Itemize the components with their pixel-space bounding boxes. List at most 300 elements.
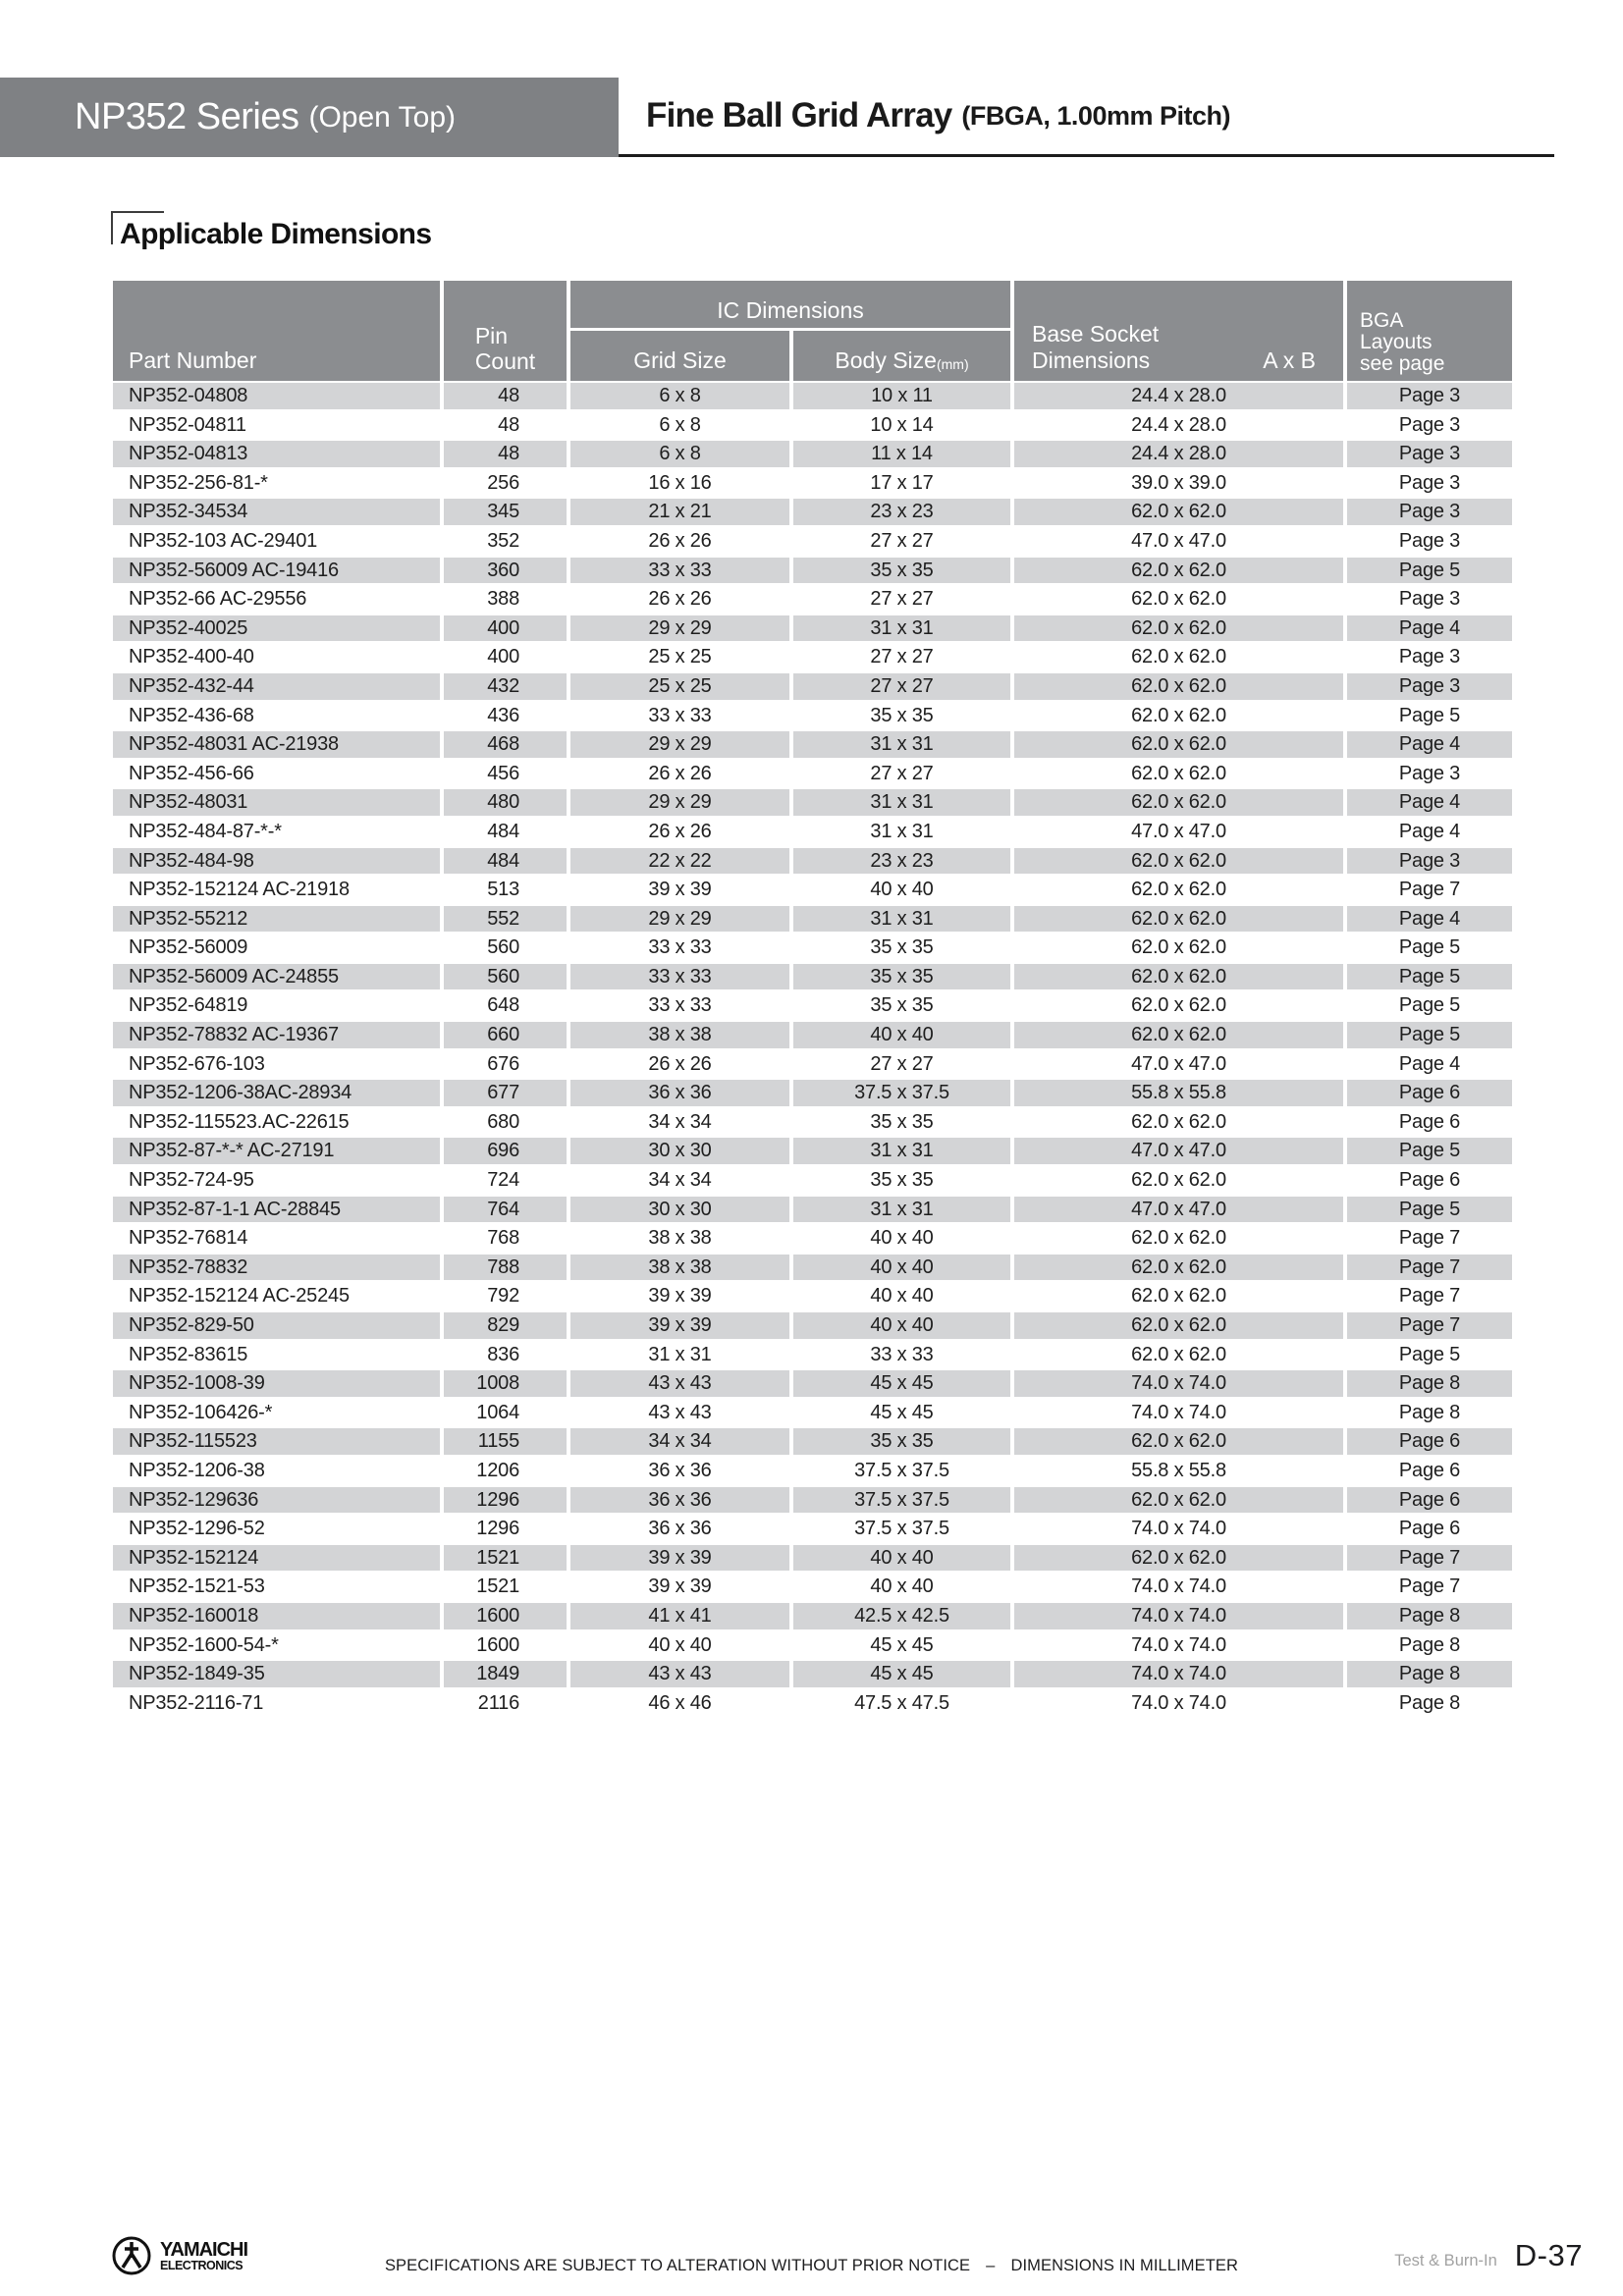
product-title-block bbox=[646, 78, 1230, 154]
base-socket-cell: 62.0 x 62.0 bbox=[1014, 615, 1343, 642]
base-socket-cell: 55.8 x 55.8 bbox=[1014, 1080, 1343, 1106]
footer-notice bbox=[385, 2257, 1238, 2275]
pin-count-cell: 560 bbox=[444, 964, 567, 990]
grid-size-cell: 43 x 43 bbox=[570, 1661, 789, 1687]
base-socket-cell: 62.0 x 62.0 bbox=[1014, 1428, 1343, 1455]
table-row bbox=[113, 1109, 1512, 1136]
body-size-cell: 31 x 31 bbox=[793, 615, 1010, 642]
footer-category: Test & Burn-In bbox=[1394, 2252, 1497, 2269]
grid-size-cell: 34 x 34 bbox=[570, 1428, 789, 1455]
grid-size-cell: 29 x 29 bbox=[570, 615, 789, 642]
logo-line1: YAMAICHI bbox=[160, 2238, 248, 2261]
body-size-cell: 35 x 35 bbox=[793, 558, 1010, 584]
body-size-cell: 40 x 40 bbox=[870, 1285, 934, 1308]
yamaichi-logo bbox=[110, 2234, 247, 2277]
body-size-cell: 40 x 40 bbox=[793, 1255, 1010, 1281]
bga-page-cell: Page 4 bbox=[1347, 615, 1512, 642]
part-number-cell: NP352-83615 bbox=[129, 1343, 248, 1365]
body-size-cell: 37.5 x 37.5 bbox=[854, 1518, 949, 1540]
pin-count-cell: 1849 bbox=[444, 1661, 567, 1687]
table-row bbox=[113, 528, 1512, 555]
table-row bbox=[113, 848, 1512, 875]
grid-size-cell: 43 x 43 bbox=[648, 1401, 712, 1423]
pin-count-cell: 400 bbox=[444, 615, 567, 642]
pin-count-cell: 468 bbox=[444, 731, 567, 758]
table-row bbox=[113, 412, 1512, 439]
pin-count-cell: 484 bbox=[487, 820, 519, 842]
body-size-cell: 35 x 35 bbox=[870, 1110, 934, 1133]
part-number-cell: NP352-78832 bbox=[113, 1255, 440, 1281]
table-row bbox=[113, 1197, 1512, 1223]
bga-page-cell: Page 8 bbox=[1398, 1633, 1461, 1656]
grid-size-cell: 26 x 26 bbox=[648, 529, 712, 552]
col-header-ic-dimensions: IC Dimensions bbox=[570, 281, 1010, 328]
grid-size-cell: 6 x 8 bbox=[570, 441, 789, 467]
col-header-pin-count bbox=[444, 281, 567, 381]
series-banner bbox=[0, 78, 619, 157]
pin-count-cell: 836 bbox=[487, 1343, 519, 1365]
bga-page-cell: Page 5 bbox=[1347, 1197, 1512, 1223]
table-row bbox=[113, 1342, 1512, 1368]
footer-page-number: D-37 bbox=[1514, 2238, 1583, 2272]
grid-size-cell: 26 x 26 bbox=[648, 820, 712, 842]
footer-notice-right: DIMENSIONS IN MILLIMETER bbox=[1010, 2257, 1239, 2274]
part-number-cell: NP352-64819 bbox=[129, 994, 248, 1017]
pin-count-cell: 1206 bbox=[476, 1459, 519, 1481]
part-number-cell: NP352-115523 bbox=[113, 1428, 440, 1455]
section-title: Applicable Dimensions bbox=[120, 218, 432, 250]
pin-count-cell: 1296 bbox=[476, 1518, 519, 1540]
body-size-cell: 42.5 x 42.5 bbox=[793, 1603, 1010, 1629]
base-socket-cell: 62.0 x 62.0 bbox=[1014, 673, 1343, 700]
bga-page-cell: Page 5 bbox=[1347, 558, 1512, 584]
body-size-cell: 10 x 14 bbox=[870, 413, 934, 436]
bga-page-cell: Page 8 bbox=[1347, 1661, 1512, 1687]
bga-page-cell: Page 3 bbox=[1347, 383, 1512, 409]
part-number-cell: NP352-76814 bbox=[129, 1227, 248, 1250]
bga-page-cell: Page 4 bbox=[1347, 789, 1512, 816]
base-socket-cell: 62.0 x 62.0 bbox=[1014, 1312, 1343, 1339]
footer-notice-left: SPECIFICATIONS ARE SUBJECT TO ALTERATION WITHOUT PRIOR NOTICE bbox=[384, 2257, 971, 2274]
part-number-cell: NP352-55212 bbox=[113, 906, 440, 933]
bga-page-cell: Page 5 bbox=[1347, 1022, 1512, 1048]
base-socket-cell: 24.4 x 28.0 bbox=[1014, 441, 1343, 467]
body-size-cell: 35 x 35 bbox=[870, 704, 934, 726]
pin-count-cell: 345 bbox=[444, 499, 567, 525]
table-row bbox=[113, 1225, 1512, 1252]
pin-count-cell: 1155 bbox=[444, 1428, 567, 1455]
pin-count-cell: 696 bbox=[444, 1138, 567, 1164]
body-size-cell: 47.5 x 47.5 bbox=[854, 1691, 949, 1714]
part-number-cell: NP352-87-1-1 AC-28845 bbox=[113, 1197, 440, 1223]
grid-size-cell: 29 x 29 bbox=[570, 906, 789, 933]
bga-page-cell: Page 8 bbox=[1347, 1370, 1512, 1397]
table-row bbox=[113, 558, 1512, 584]
pin-count-cell: 1600 bbox=[476, 1633, 519, 1656]
grid-size-cell: 36 x 36 bbox=[570, 1080, 789, 1106]
bga-page-cell: Page 5 bbox=[1347, 1138, 1512, 1164]
footer-notice-dash: – bbox=[986, 2257, 996, 2274]
part-number-cell: NP352-1600-54-* bbox=[129, 1633, 279, 1656]
table-row bbox=[113, 1283, 1512, 1309]
base-socket-cell: 62.0 x 62.0 bbox=[1014, 848, 1343, 875]
base-socket-axb-label: A x B bbox=[1263, 347, 1316, 373]
bga-page-cell: Page 8 bbox=[1398, 1691, 1461, 1714]
bga-page-cell: Page 7 bbox=[1347, 1312, 1512, 1339]
pin-count-cell: 48 bbox=[444, 383, 567, 409]
bga-page-cell: Page 5 bbox=[1398, 704, 1461, 726]
body-size-cell: 27 x 27 bbox=[870, 762, 934, 784]
body-size-cell: 45 x 45 bbox=[870, 1401, 934, 1423]
bga-page-cell: Page 3 bbox=[1347, 499, 1512, 525]
body-size-cell: 11 x 14 bbox=[793, 441, 1010, 467]
grid-size-cell: 29 x 29 bbox=[570, 789, 789, 816]
pin-count-cell: 676 bbox=[487, 1052, 519, 1075]
grid-size-cell: 38 x 38 bbox=[570, 1022, 789, 1048]
base-socket-cell: 47.0 x 47.0 bbox=[1131, 1052, 1226, 1075]
pin-count-cell: 48 bbox=[498, 413, 519, 436]
base-socket-cell: 62.0 x 62.0 bbox=[1131, 762, 1226, 784]
table-row bbox=[113, 1545, 1512, 1572]
pin-count-cell: 256 bbox=[487, 471, 519, 494]
pin-count-cell: 480 bbox=[444, 789, 567, 816]
series-title: NP352 Series bbox=[75, 96, 299, 137]
grid-size-cell: 33 x 33 bbox=[570, 558, 789, 584]
base-socket-cell: 74.0 x 74.0 bbox=[1131, 1691, 1226, 1714]
body-size-cell: 33 x 33 bbox=[870, 1343, 934, 1365]
grid-size-cell: 22 x 22 bbox=[570, 848, 789, 875]
table-row bbox=[113, 1255, 1512, 1281]
pin-count-cell: 360 bbox=[444, 558, 567, 584]
grid-size-cell: 30 x 30 bbox=[570, 1138, 789, 1164]
bga-page-cell: Page 3 bbox=[1398, 646, 1461, 668]
grid-size-cell: 43 x 43 bbox=[570, 1370, 789, 1397]
grid-size-cell: 38 x 38 bbox=[570, 1255, 789, 1281]
pin-count-cell: 400 bbox=[487, 646, 519, 668]
base-socket-cell: 62.0 x 62.0 bbox=[1014, 731, 1343, 758]
body-size-cell: 37.5 x 37.5 bbox=[854, 1459, 949, 1481]
base-socket-cell: 62.0 x 62.0 bbox=[1014, 906, 1343, 933]
part-number-cell: NP352-432-44 bbox=[113, 673, 440, 700]
grid-size-cell: 26 x 26 bbox=[648, 1052, 712, 1075]
bga-page-cell: Page 7 bbox=[1398, 1575, 1461, 1598]
col-header-part-number bbox=[113, 281, 440, 381]
grid-size-cell: 21 x 21 bbox=[570, 499, 789, 525]
table-row bbox=[113, 1574, 1512, 1600]
body-size-cell: 40 x 40 bbox=[870, 1227, 934, 1250]
table-row bbox=[113, 1051, 1512, 1078]
bga-page-cell: Page 5 bbox=[1398, 994, 1461, 1017]
body-size-cell: 35 x 35 bbox=[870, 936, 934, 959]
body-size-cell: 40 x 40 bbox=[793, 1022, 1010, 1048]
pin-count-cell: 677 bbox=[444, 1080, 567, 1106]
bga-page-cell: Page 3 bbox=[1398, 529, 1461, 552]
base-socket-cell: 74.0 x 74.0 bbox=[1014, 1603, 1343, 1629]
base-socket-cell: 74.0 x 74.0 bbox=[1131, 1575, 1226, 1598]
body-size-cell: 27 x 27 bbox=[870, 588, 934, 611]
col-group-ic-dimensions bbox=[570, 281, 1010, 381]
table-row bbox=[113, 470, 1512, 497]
grid-size-cell: 36 x 36 bbox=[648, 1518, 712, 1540]
bga-page-cell: Page 6 bbox=[1398, 1459, 1461, 1481]
bga-page-cell: Page 6 bbox=[1398, 1518, 1461, 1540]
table-row bbox=[113, 1022, 1512, 1048]
part-number-cell: NP352-129636 bbox=[113, 1487, 440, 1514]
part-number-cell: NP352-56009 AC-24855 bbox=[113, 964, 440, 990]
base-socket-cell: 24.4 x 28.0 bbox=[1014, 383, 1343, 409]
table-row bbox=[113, 1428, 1512, 1455]
part-number-cell: NP352-66 AC-29556 bbox=[129, 588, 307, 611]
table-row bbox=[113, 934, 1512, 961]
part-number-cell: NP352-48031 AC-21938 bbox=[113, 731, 440, 758]
part-number-cell: NP352-724-95 bbox=[129, 1169, 254, 1192]
yamaichi-logo-icon bbox=[110, 2234, 153, 2277]
table-row bbox=[113, 586, 1512, 613]
pin-count-cell: 1521 bbox=[444, 1545, 567, 1572]
pin-count-cell: 48 bbox=[444, 441, 567, 467]
base-socket-cell: 62.0 x 62.0 bbox=[1131, 646, 1226, 668]
part-number-cell: NP352-106426-* bbox=[129, 1401, 273, 1423]
table-row bbox=[113, 992, 1512, 1019]
table-row bbox=[113, 1603, 1512, 1629]
table-row bbox=[113, 1487, 1512, 1514]
part-number-cell: NP352-160018 bbox=[113, 1603, 440, 1629]
grid-size-cell: 41 x 41 bbox=[570, 1603, 789, 1629]
body-size-cell: 31 x 31 bbox=[870, 820, 934, 842]
table-body bbox=[113, 383, 1512, 1716]
table-row bbox=[113, 383, 1512, 409]
grid-size-cell: 34 x 34 bbox=[648, 1169, 712, 1192]
grid-size-cell: 31 x 31 bbox=[648, 1343, 712, 1365]
table-row bbox=[113, 1458, 1512, 1484]
pin-count-cell: 432 bbox=[444, 673, 567, 700]
part-number-cell: NP352-1849-35 bbox=[113, 1661, 440, 1687]
part-number-cell: NP352-829-50 bbox=[113, 1312, 440, 1339]
part-number-cell: NP352-103 AC-29401 bbox=[129, 529, 318, 552]
bga-page-cell: Page 4 bbox=[1398, 1052, 1461, 1075]
bga-page-cell: Page 4 bbox=[1347, 906, 1512, 933]
body-size-cell: 31 x 31 bbox=[793, 789, 1010, 816]
base-socket-cell: 74.0 x 74.0 bbox=[1014, 1661, 1343, 1687]
pin-count-cell: 2116 bbox=[477, 1691, 519, 1714]
grid-size-cell: 25 x 25 bbox=[648, 646, 712, 668]
grid-size-cell: 33 x 33 bbox=[570, 964, 789, 990]
base-socket-cell: 62.0 x 62.0 bbox=[1131, 994, 1226, 1017]
part-number-cell: NP352-48031 bbox=[113, 789, 440, 816]
product-qualifier: (FBGA, 1.00mm Pitch) bbox=[961, 100, 1230, 131]
bga-page-cell: Page 3 bbox=[1347, 848, 1512, 875]
base-socket-cell: 62.0 x 62.0 bbox=[1131, 1285, 1226, 1308]
body-size-cell: 31 x 31 bbox=[793, 1138, 1010, 1164]
part-number-cell: NP352-484-98 bbox=[113, 848, 440, 875]
grid-size-cell: 36 x 36 bbox=[570, 1487, 789, 1514]
part-number-cell: NP352-1296-52 bbox=[129, 1518, 265, 1540]
part-number-cell: NP352-436-68 bbox=[129, 704, 254, 726]
body-size-unit: (mm) bbox=[936, 356, 969, 372]
pin-count-cell: 1600 bbox=[444, 1603, 567, 1629]
grid-size-cell: 40 x 40 bbox=[648, 1633, 712, 1656]
base-socket-cell: 62.0 x 62.0 bbox=[1131, 1227, 1226, 1250]
base-socket-cell: 74.0 x 74.0 bbox=[1131, 1401, 1226, 1423]
base-socket-cell: 47.0 x 47.0 bbox=[1131, 820, 1226, 842]
table-row bbox=[113, 644, 1512, 670]
grid-size-cell: 25 x 25 bbox=[570, 673, 789, 700]
part-number-cell: NP352-676-103 bbox=[129, 1052, 265, 1075]
part-number-cell: NP352-34534 bbox=[113, 499, 440, 525]
part-number-cell: NP352-152124 AC-21918 bbox=[129, 879, 350, 901]
table-row bbox=[113, 615, 1512, 642]
table-row bbox=[113, 761, 1512, 787]
body-size-cell: 35 x 35 bbox=[793, 1428, 1010, 1455]
base-socket-cell: 55.8 x 55.8 bbox=[1131, 1459, 1226, 1481]
bga-page-cell: Page 5 bbox=[1398, 1343, 1461, 1365]
col-header-bga-layouts: BGA Layouts see page bbox=[1347, 281, 1512, 381]
part-number-cell: NP352-1521-53 bbox=[129, 1575, 265, 1598]
pin-count-cell: 484 bbox=[444, 848, 567, 875]
base-socket-cell: 62.0 x 62.0 bbox=[1131, 879, 1226, 901]
pin-count-cell: 764 bbox=[444, 1197, 567, 1223]
pin-count-cell: 1521 bbox=[476, 1575, 519, 1598]
part-number-cell: NP352-400-40 bbox=[129, 646, 254, 668]
part-number-cell: NP352-04813 bbox=[113, 441, 440, 467]
grid-size-cell: 39 x 39 bbox=[648, 1575, 712, 1598]
grid-size-cell: 33 x 33 bbox=[648, 994, 712, 1017]
bga-page-cell: Page 3 bbox=[1398, 413, 1461, 436]
grid-size-cell: 34 x 34 bbox=[648, 1110, 712, 1133]
grid-size-cell: 26 x 26 bbox=[648, 588, 712, 611]
body-size-cell: 35 x 35 bbox=[793, 964, 1010, 990]
base-socket-cell: 62.0 x 62.0 bbox=[1131, 588, 1226, 611]
body-size-cell: 35 x 35 bbox=[870, 1169, 934, 1192]
body-size-cell: 40 x 40 bbox=[870, 1575, 934, 1598]
col-header-body-size: Body Size (mm) bbox=[793, 331, 1010, 381]
base-socket-cell: 62.0 x 62.0 bbox=[1014, 1487, 1343, 1514]
grid-size-cell: 39 x 39 bbox=[648, 879, 712, 901]
grid-size-cell: 30 x 30 bbox=[570, 1197, 789, 1223]
applicable-dimensions-table bbox=[113, 281, 1512, 1719]
col-header-base-socket: Base Socket Dimensions A x B bbox=[1014, 281, 1343, 381]
base-socket-cell: 62.0 x 62.0 bbox=[1014, 558, 1343, 584]
pin-count-cell: 352 bbox=[487, 529, 519, 552]
base-socket-cell: 62.0 x 62.0 bbox=[1131, 936, 1226, 959]
bga-page-cell: Page 6 bbox=[1347, 1487, 1512, 1514]
base-socket-cell: 62.0 x 62.0 bbox=[1014, 499, 1343, 525]
grid-size-cell: 33 x 33 bbox=[648, 936, 712, 959]
bga-page-cell: Page 3 bbox=[1347, 441, 1512, 467]
pin-count-cell: 648 bbox=[487, 994, 519, 1017]
body-size-cell: 31 x 31 bbox=[793, 731, 1010, 758]
logo-line2: ELECTRONICS bbox=[160, 2258, 243, 2272]
body-size-cell: 10 x 11 bbox=[793, 383, 1010, 409]
body-size-cell: 35 x 35 bbox=[870, 994, 934, 1017]
part-number-cell: NP352-40025 bbox=[113, 615, 440, 642]
body-size-cell: 27 x 27 bbox=[870, 529, 934, 552]
part-number-cell: NP352-484-87-*-* bbox=[129, 820, 282, 842]
col-header-part-number-label: Part Number bbox=[129, 347, 257, 373]
base-socket-cell: 74.0 x 74.0 bbox=[1014, 1370, 1343, 1397]
base-socket-cell: 62.0 x 62.0 bbox=[1014, 1545, 1343, 1572]
part-number-cell: NP352-78832 AC-19367 bbox=[113, 1022, 440, 1048]
bga-page-cell: Page 7 bbox=[1398, 1285, 1461, 1308]
body-size-cell: 37.5 x 37.5 bbox=[793, 1487, 1010, 1514]
table-header bbox=[113, 281, 1512, 381]
grid-size-cell: 33 x 33 bbox=[648, 704, 712, 726]
part-number-cell: NP352-04811 bbox=[129, 413, 246, 436]
table-row bbox=[113, 819, 1512, 845]
table-row bbox=[113, 1400, 1512, 1426]
body-size-cell: 23 x 23 bbox=[793, 848, 1010, 875]
bga-page-cell: Page 4 bbox=[1347, 731, 1512, 758]
grid-size-cell: 26 x 26 bbox=[648, 762, 712, 784]
base-socket-cell: 47.0 x 47.0 bbox=[1014, 1197, 1343, 1223]
grid-size-cell: 16 x 16 bbox=[648, 471, 712, 494]
table-row bbox=[113, 1138, 1512, 1164]
pin-count-cell: 1064 bbox=[476, 1401, 519, 1423]
bga-page-cell: Page 6 bbox=[1398, 1169, 1461, 1192]
part-number-cell: NP352-04808 bbox=[113, 383, 440, 409]
body-size-cell: 23 x 23 bbox=[793, 499, 1010, 525]
body-size-cell: 27 x 27 bbox=[793, 673, 1010, 700]
bga-page-cell: Page 6 bbox=[1347, 1080, 1512, 1106]
pin-count-cell: 792 bbox=[487, 1285, 519, 1308]
base-socket-cell: 62.0 x 62.0 bbox=[1014, 1255, 1343, 1281]
bga-page-cell: Page 5 bbox=[1347, 964, 1512, 990]
bga-page-cell: Page 7 bbox=[1347, 1255, 1512, 1281]
part-number-cell: NP352-1008-39 bbox=[113, 1370, 440, 1397]
table-row bbox=[113, 906, 1512, 933]
base-socket-cell: 74.0 x 74.0 bbox=[1131, 1518, 1226, 1540]
grid-size-cell: 6 x 8 bbox=[659, 413, 701, 436]
table-row bbox=[113, 1370, 1512, 1397]
part-number-cell: NP352-456-66 bbox=[129, 762, 254, 784]
part-number-cell: NP352-256-81-* bbox=[129, 471, 268, 494]
pin-count-cell: 768 bbox=[487, 1227, 519, 1250]
pin-count-cell: 436 bbox=[487, 704, 519, 726]
pin-count-cell: 388 bbox=[487, 588, 519, 611]
pin-count-cell: 456 bbox=[487, 762, 519, 784]
bga-page-cell: Page 3 bbox=[1347, 673, 1512, 700]
pin-count-cell: 829 bbox=[444, 1312, 567, 1339]
table-row bbox=[113, 499, 1512, 525]
pin-count-cell: 788 bbox=[444, 1255, 567, 1281]
body-size-cell: 37.5 x 37.5 bbox=[793, 1080, 1010, 1106]
grid-size-cell: 39 x 39 bbox=[648, 1285, 712, 1308]
part-number-cell: NP352-152124 AC-25245 bbox=[129, 1285, 350, 1308]
table-row bbox=[113, 1080, 1512, 1106]
pin-count-cell: 1008 bbox=[444, 1370, 567, 1397]
bga-page-cell: Page 7 bbox=[1398, 1227, 1461, 1250]
pin-count-cell: 560 bbox=[487, 936, 519, 959]
table-row bbox=[113, 964, 1512, 990]
pin-count-cell: 1296 bbox=[444, 1487, 567, 1514]
body-size-cell: 45 x 45 bbox=[793, 1661, 1010, 1687]
bga-page-cell: Page 7 bbox=[1347, 1545, 1512, 1572]
table-row bbox=[113, 789, 1512, 816]
bga-page-cell: Page 8 bbox=[1398, 1401, 1461, 1423]
pin-count-cell: 552 bbox=[444, 906, 567, 933]
grid-size-cell: 39 x 39 bbox=[570, 1312, 789, 1339]
body-size-cell: 40 x 40 bbox=[870, 879, 934, 901]
base-socket-cell: 74.0 x 74.0 bbox=[1131, 1633, 1226, 1656]
table-row bbox=[113, 673, 1512, 700]
pin-count-cell: 680 bbox=[487, 1110, 519, 1133]
table-row bbox=[113, 731, 1512, 758]
bga-page-cell: Page 8 bbox=[1347, 1603, 1512, 1629]
col-header-pin-count-label: Pin Count bbox=[474, 323, 536, 374]
table-row bbox=[113, 1167, 1512, 1194]
bga-page-cell: Page 3 bbox=[1398, 762, 1461, 784]
body-size-cell: 45 x 45 bbox=[793, 1370, 1010, 1397]
